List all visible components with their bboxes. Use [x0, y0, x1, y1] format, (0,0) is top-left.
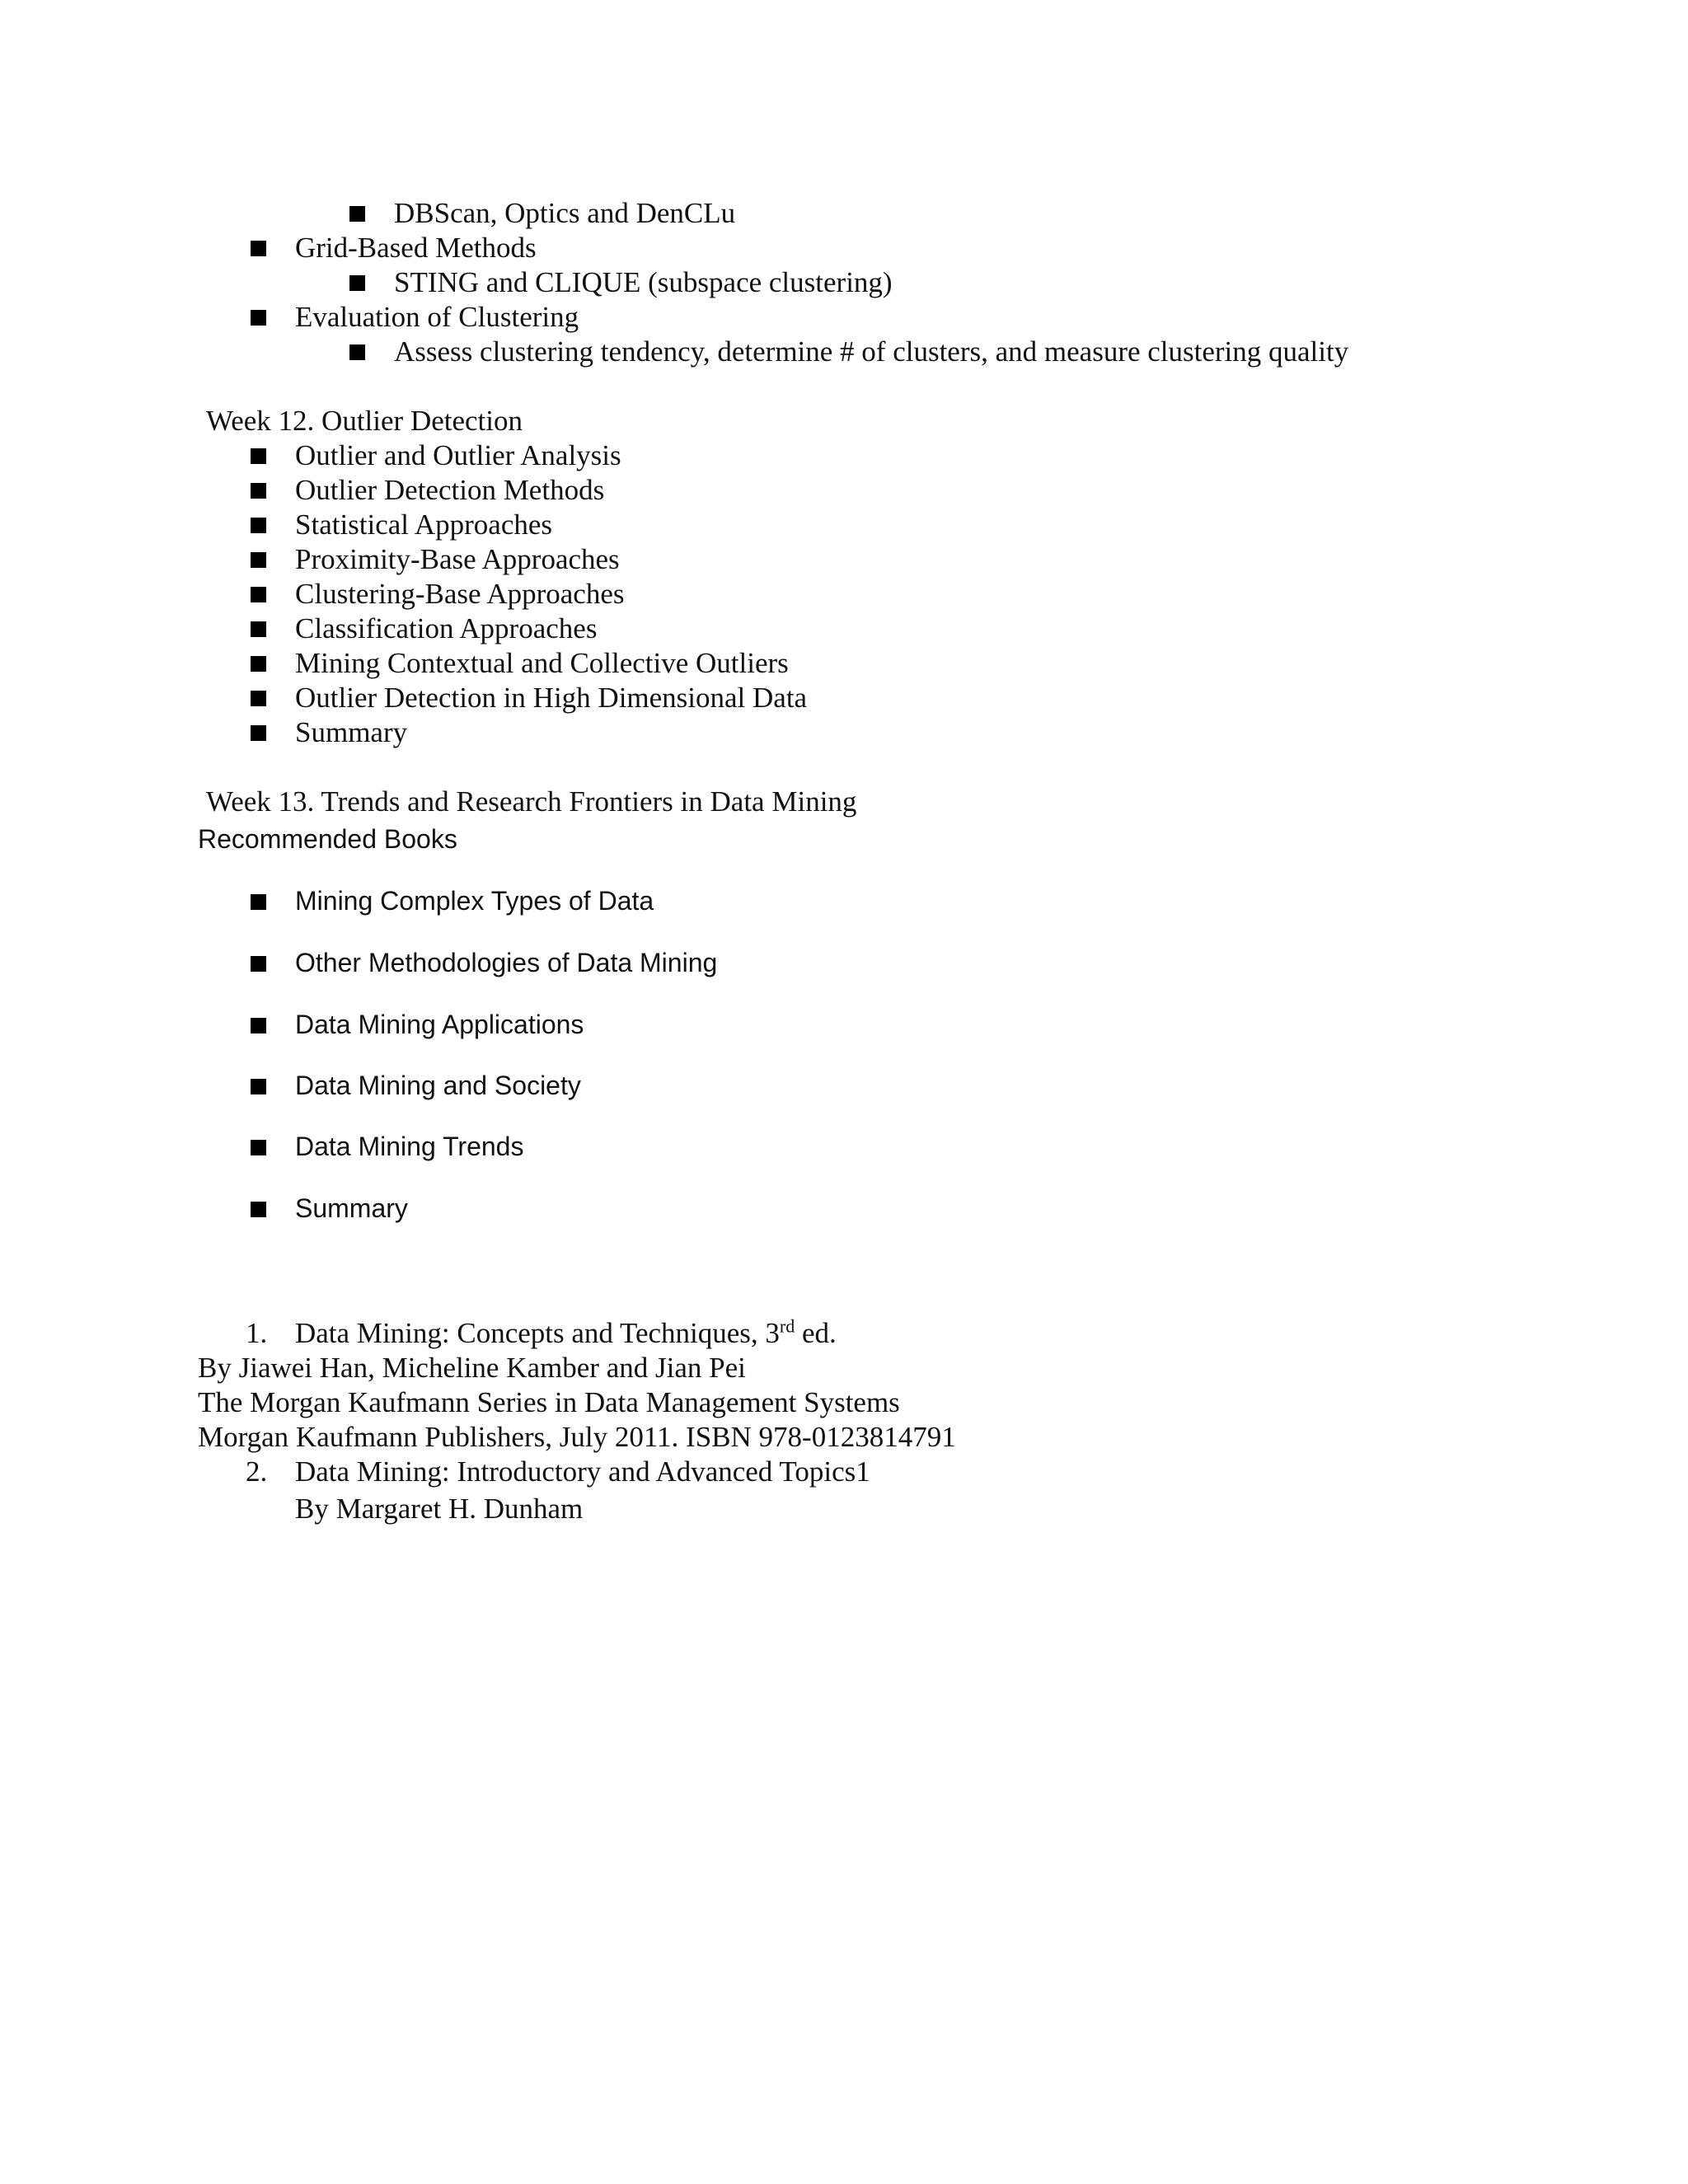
list-item-text: Summary — [295, 1193, 408, 1223]
square-bullet-icon — [251, 656, 266, 672]
square-bullet-icon — [251, 956, 266, 972]
book-2-title-row — [0, 1455, 1688, 1489]
list-item — [0, 681, 1688, 715]
list-item-text: Mining Contextual and Collective Outliers — [295, 647, 789, 679]
book-1-title-text: Data Mining: Concepts and Techniques, 3 — [295, 1317, 780, 1349]
book-2-title: Data Mining: Introductory and Advanced Topics1 — [295, 1455, 870, 1488]
list-item-text: Other Methodologies of Data Mining — [295, 948, 718, 977]
square-bullet-icon — [251, 1018, 266, 1033]
list-item — [0, 1007, 1688, 1042]
square-bullet-icon — [349, 275, 365, 291]
list-item — [0, 473, 1688, 508]
list-item-text: Statistical Approaches — [295, 509, 553, 541]
list-item-text: Data Mining and Society — [295, 1071, 581, 1100]
book-1-title-sup: rd — [779, 1315, 795, 1337]
list-item-text: Summary — [295, 716, 408, 748]
square-bullet-icon — [251, 241, 266, 256]
list-item — [0, 508, 1688, 542]
square-bullet-icon — [251, 587, 266, 602]
list-item-text: Proximity-Base Approaches — [295, 543, 620, 575]
list-item — [0, 1191, 1688, 1226]
list-item-text: Outlier Detection in High Dimensional Data — [295, 682, 808, 714]
square-bullet-icon — [251, 725, 266, 741]
list-item — [0, 438, 1688, 473]
list-item — [0, 715, 1688, 750]
book-1-number: 1. — [246, 1317, 268, 1349]
week-12-heading: Week 12. Outlier Detection — [206, 405, 523, 437]
list-item — [0, 646, 1688, 681]
square-bullet-icon — [251, 1202, 266, 1217]
list-item-text: STING and CLIQUE (subspace clustering) — [394, 266, 893, 298]
square-bullet-icon — [251, 621, 266, 637]
list-item-text: Clustering-Base Approaches — [295, 578, 625, 610]
square-bullet-icon — [251, 1140, 266, 1155]
list-item — [0, 945, 1688, 980]
square-bullet-icon — [251, 894, 266, 910]
square-bullet-icon — [349, 206, 365, 222]
recommended-books-heading: Recommended Books — [198, 824, 457, 854]
book-2-number: 2. — [246, 1455, 268, 1488]
square-bullet-icon — [251, 518, 266, 533]
list-item — [0, 1129, 1688, 1164]
list-item — [0, 231, 1688, 265]
list-item-text: Assess clustering tendency, determine # of clusters, and measure clustering quality — [394, 335, 1349, 368]
book-2-author: By Margaret H. Dunham — [295, 1493, 584, 1525]
square-bullet-icon — [251, 691, 266, 706]
square-bullet-icon — [349, 344, 365, 360]
list-item-text: Mining Complex Types of Data — [295, 886, 654, 916]
book-1-publisher: Morgan Kaufmann Publishers, July 2011. ISBN 978-0123814791 — [198, 1421, 956, 1453]
square-bullet-icon — [251, 552, 266, 568]
square-bullet-icon — [251, 1079, 266, 1094]
list-item — [0, 300, 1688, 335]
list-item-text: Data Mining Trends — [295, 1132, 524, 1161]
list-item — [0, 196, 1688, 231]
square-bullet-icon — [251, 448, 266, 464]
list-item-text: Evaluation of Clustering — [295, 301, 579, 333]
book-1-title — [295, 1316, 837, 1351]
list-item — [0, 1068, 1688, 1103]
list-item-text: Grid-Based Methods — [295, 232, 537, 264]
square-bullet-icon — [251, 310, 266, 326]
book-1-series: The Morgan Kaufmann Series in Data Management Systems — [198, 1386, 900, 1418]
square-bullet-icon — [251, 483, 266, 499]
list-item-text: Data Mining Applications — [295, 1010, 584, 1039]
list-item — [0, 335, 1688, 369]
list-item — [0, 577, 1688, 612]
list-item — [0, 883, 1688, 918]
list-item-text: DBScan, Optics and DenCLu — [394, 197, 736, 229]
list-item — [0, 542, 1688, 577]
list-item-text: Outlier Detection Methods — [295, 474, 605, 506]
book-1-authors: By Jiawei Han, Micheline Kamber and Jian Pei — [198, 1352, 746, 1384]
list-item — [0, 265, 1688, 300]
book-1-title-end: ed. — [795, 1317, 837, 1349]
list-item-text: Outlier and Outlier Analysis — [295, 439, 621, 471]
list-item-text: Classification Approaches — [295, 612, 598, 644]
list-item — [0, 612, 1688, 646]
week-13-heading: Week 13. Trends and Research Frontiers in Data Mining — [206, 785, 857, 818]
book-1-title-row — [0, 1316, 1688, 1351]
